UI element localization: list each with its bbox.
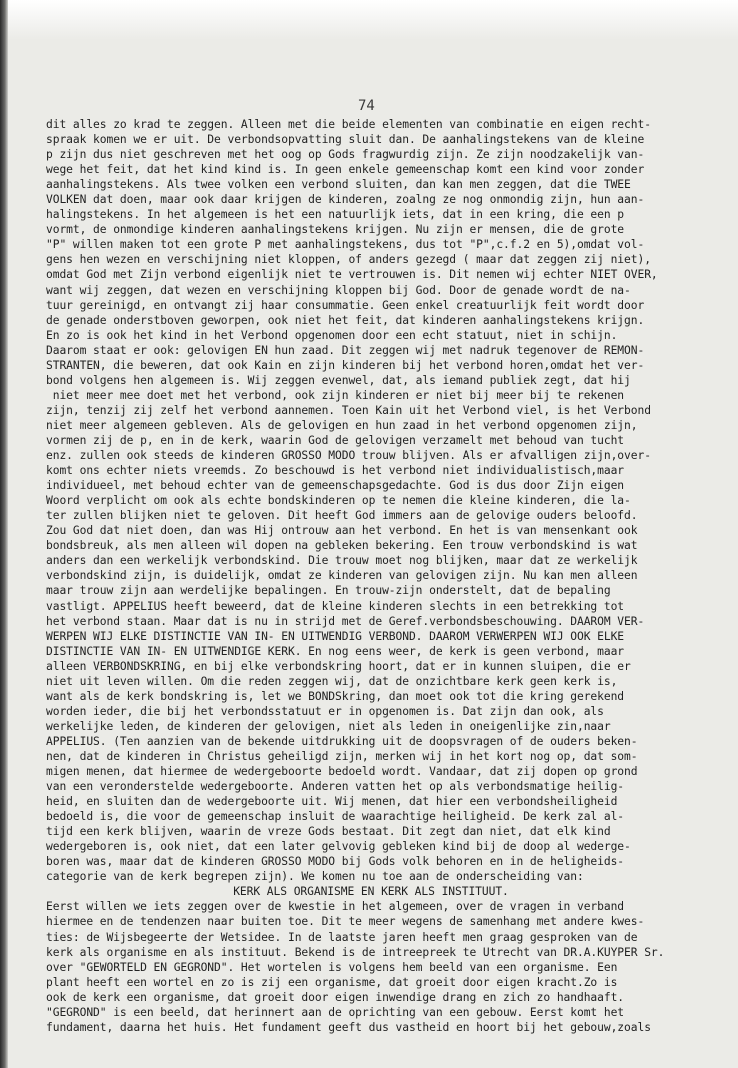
text-line: alleen VERBONDSKRING, en bij elke verbondskring hoort, dat er in kunnen sluipen, die er	[46, 659, 631, 673]
text-line: kerk als organisme en als instituut. Bekend is de intreepreek te Utrecht van DR.A.KUYPER Sr.	[46, 945, 665, 959]
text-line: niet meer mee doet met het verbond, ook zijn kinderen er niet bij meer bij te rekenen	[46, 388, 625, 402]
text-line: p zijn dus niet geschreven met het oog op Gods fragwurdig zijn. Ze zijn noodzakelijk van-	[46, 148, 645, 162]
text-line: boren was, maar dat de kinderen GROSSO MODO bij Gods volk behoren en in de heligheids-	[46, 855, 625, 869]
text-line: migen menen, dat hiermee de wedergeboorte bedoeld wordt. Vandaar, dat zij dopen op grond	[46, 765, 638, 779]
text-line: het verbond staan. Maar dat is nu in strijd met de Geref.verbondsbeschouwing. DAAROM VER-	[46, 614, 645, 628]
text-line: vormt, de onmondige kinderen aanhalingstekens krijgen. Nu zijn er mensen, die de grote	[46, 223, 625, 237]
page-number: 74	[358, 98, 375, 114]
text-line: aanhalingstekens. Als twee volken een verbond sluiten, dan kan men zeggen, dat die TWEE	[46, 178, 631, 192]
text-line: enz. zullen ook steeds de kinderen GROSSO MODO trouw blijven. Als er afvalligen zijn,over-	[46, 449, 651, 463]
text-line: ties: de Wijsbegeerte der Wetsidee. In de laatste jaren heeft men graag gesproken van de	[46, 930, 638, 944]
text-line: worden ieder, die bij het verbondsstatuut er in opgenomen is. Dat zijn dan ook, als	[46, 704, 604, 718]
text-line: tijd een kerk blijven, waarin de vreze Gods bestaat. Dit zegt dan niet, dat elk kind	[46, 825, 611, 839]
text-line: wedergeboren is, ook niet, dat een later gelvovig gebleken kind bij de doop al wederge-	[46, 840, 631, 854]
text-line: hiermee en de tendenzen naar buiten toe. Dit te meer wegens de samenhang met andere kwes-	[46, 915, 645, 929]
text-line: de genade onderstboven geworpen, ook niet het feit, dat kinderen aanhalingstekens krijgn.	[46, 313, 645, 327]
text-line: ook de kerk een organisme, dat groeit door eigen inwendige drang en zich zo handhaaft.	[46, 990, 625, 1004]
text-line: zijn, tenzij zij zelf het verbond aannemen. Toen Kain uit het Verbond viel, is het Verbond	[46, 403, 651, 417]
text-line: nen, dat de kinderen in Christus geheiligd zijn, merken wij in het kort nog op, dat som-	[46, 749, 638, 763]
text-line: wege het feit, dat het kind kind is. In geen enkele gemeenschap komt een kind voor zonder	[46, 163, 645, 177]
text-line: "P" willen maken tot een grote P met aanhalingstekens, dus tot "P",c.f.2 en 5),omdat vol-	[46, 238, 645, 252]
text-line: komt ons echter niets vreemds. Zo beschouwd is het verbond niet individualistisch,maar	[46, 464, 625, 478]
text-line: fundament, daarna het huis. Het fundament geeft dus vastheid en hoort bij het gebouw,zoals	[46, 1020, 651, 1034]
text-line: dit alles zo krad te zeggen. Alleen met die beide elementen van combinatie en eigen recht-	[46, 118, 651, 131]
text-line: DISTINCTIE VAN IN- EN UITWENDIGE KERK. En nog eens weer, de kerk is geen verbond, maar	[46, 644, 625, 658]
text-line: omdat God met Zijn verbond eigenlijk niet te vertrouwen is. Dit nemen wij echter NIET OVER,	[46, 268, 658, 282]
text-line: Zou God dat niet doen, dan was Hij ontrouw aan het verbond. En het is van mensenkant ook	[46, 524, 638, 538]
text-line: anders dan een werkelijk verbondskind. Die trouw moet nog blijken, maar dat ze werkelijk	[46, 554, 638, 568]
text-line: VOLKEN dat doen, maar ook daar krijgen de kinderen, zoalng ze nog onmondig zijn, hun aan-	[46, 193, 645, 207]
text-line: bedoeld is, die voor de gemeenschap insluit de waarachtige heiligheid. De kerk zal al-	[46, 810, 625, 824]
text-line: "GEGROND" is een beeld, dat herinnert aan de oprichting van een gebouw. Eerst komt het	[46, 1005, 625, 1019]
text-line: STRANTEN, die beweren, dat ook Kain en zijn kinderen bij het verbond horen,omdat het ver-	[46, 358, 645, 372]
page-top-shade	[0, 0, 738, 40]
text-line: En zo is ook het kind in het Verbond opgenomen door een echt statuut, niet in schijn.	[46, 328, 618, 342]
text-line: Daarom staat er ook: gelovigen EN hun zaad. Dit zeggen wij met nadruk tegenover de REMON-	[46, 343, 645, 357]
text-line: halingstekens. In het algemeen is het een natuurlijk iets, dat in een kring, die een p	[46, 208, 625, 222]
text-line: niet meer algemeen gebleven. Als de gelovigen en hun zaad in het verbond opgenomen zijn,	[46, 418, 638, 432]
text-line: bond volgens hen algemeen is. Wij zeggen evenwel, dat, als iemand publiek zegt, dat hij	[46, 373, 631, 387]
body-text	[46, 117, 696, 1035]
text-line: verbondskind zijn, is duidelijk, omdat ze kinderen van gelovigen zijn. Nu kan men alleen	[46, 569, 638, 583]
text-line: plant heeft een wortel en zo is zij een organisme, dat groeit door eigen kracht.Zo is	[46, 975, 618, 989]
text-line: APPELIUS. (Ten aanzien van de bekende uitdrukking uit de doopsvragen of de ouders beken-	[46, 734, 638, 748]
text-line: categorie van de kerk begrepen zijn). We komen nu toe aan de onderscheiding van:	[46, 870, 584, 884]
text-line: Eerst willen we iets zeggen over de kwestie in het algemeen, over de vragen in verband	[46, 900, 625, 914]
text-line: maar trouw zijn aan werdelijke bepalingen. En trouw-zijn onderstelt, dat de bepaling	[46, 584, 611, 598]
text-line: individueel, met behoud echter van de gemeenschapsgedachte. God is dus door Zijn eigen	[46, 479, 625, 493]
text-line: niet uit leven willen. Om die reden zeggen wij, dat de onzichtbare kerk geen kerk is,	[46, 674, 618, 688]
text-line: van een veronderstelde wedergeboorte. Anderen vatten het op als verbondsmatige heilig-	[46, 780, 625, 794]
text-line: heid, en sluiten dan de wedergeboorte uit. Wij menen, dat hier een verbondsheiligheid	[46, 795, 618, 809]
text-line: gens hen wezen en verschijning niet kloppen, of anders gezegd ( maar dat zeggen zij niet),	[46, 253, 651, 267]
text-line: vastligt. APPELIUS heeft beweerd, dat de kleine kinderen slechts in een betrekking tot	[46, 599, 625, 613]
text-line: ter zullen blijken niet te geloven. Dit heeft God immers aan de gelovige ouders beloofd.	[46, 509, 638, 523]
text-line: over "GEWORTELD EN GEGROND". Het wortelen is volgens hem beeld van een organisme. Een	[46, 960, 618, 974]
text-line: spraak komen we er uit. De verbondsopvatting sluit dan. De aanhalingstekens van de kleine	[46, 133, 645, 147]
text-line: want wij zeggen, dat wezen en verschijning kloppen bij God. Door de genade wordt de na-	[46, 283, 631, 297]
text-line: vormen zij de p, en in de kerk, waarin God de gelovigen verzamelt met behoud van tucht	[46, 433, 625, 447]
text-line: WERPEN WIJ ELKE DISTINCTIE VAN IN- EN UITWENDIG VERBOND. DAAROM VERWERPEN WIJ OOK ELKE	[46, 629, 625, 643]
text-line: bondsbreuk, als men alleen wil dopen na gebleken bekering. Een trouw verbondskind is wat	[46, 539, 638, 553]
section-heading: KERK ALS ORGANISME EN KERK ALS INSTITUUT.	[233, 885, 509, 899]
text-line: want als de kerk bondskring is, let we BONDSkring, dan moet ook tot die kring gerekend	[46, 689, 625, 703]
text-line: tuur gereinigd, en ontvangt zij haar consummatie. Geen enkel creatuurlijk feit wordt door	[46, 298, 645, 312]
text-line: Woord verplicht om ook als echte bondskinderen op te nemen die kleine kinderen, die la-	[46, 494, 631, 508]
text-line: werkelijke leden, de kinderen der gelovigen, niet als leden in oneigenlijke zin,naar	[46, 719, 611, 733]
binding-edge	[0, 0, 8, 1068]
